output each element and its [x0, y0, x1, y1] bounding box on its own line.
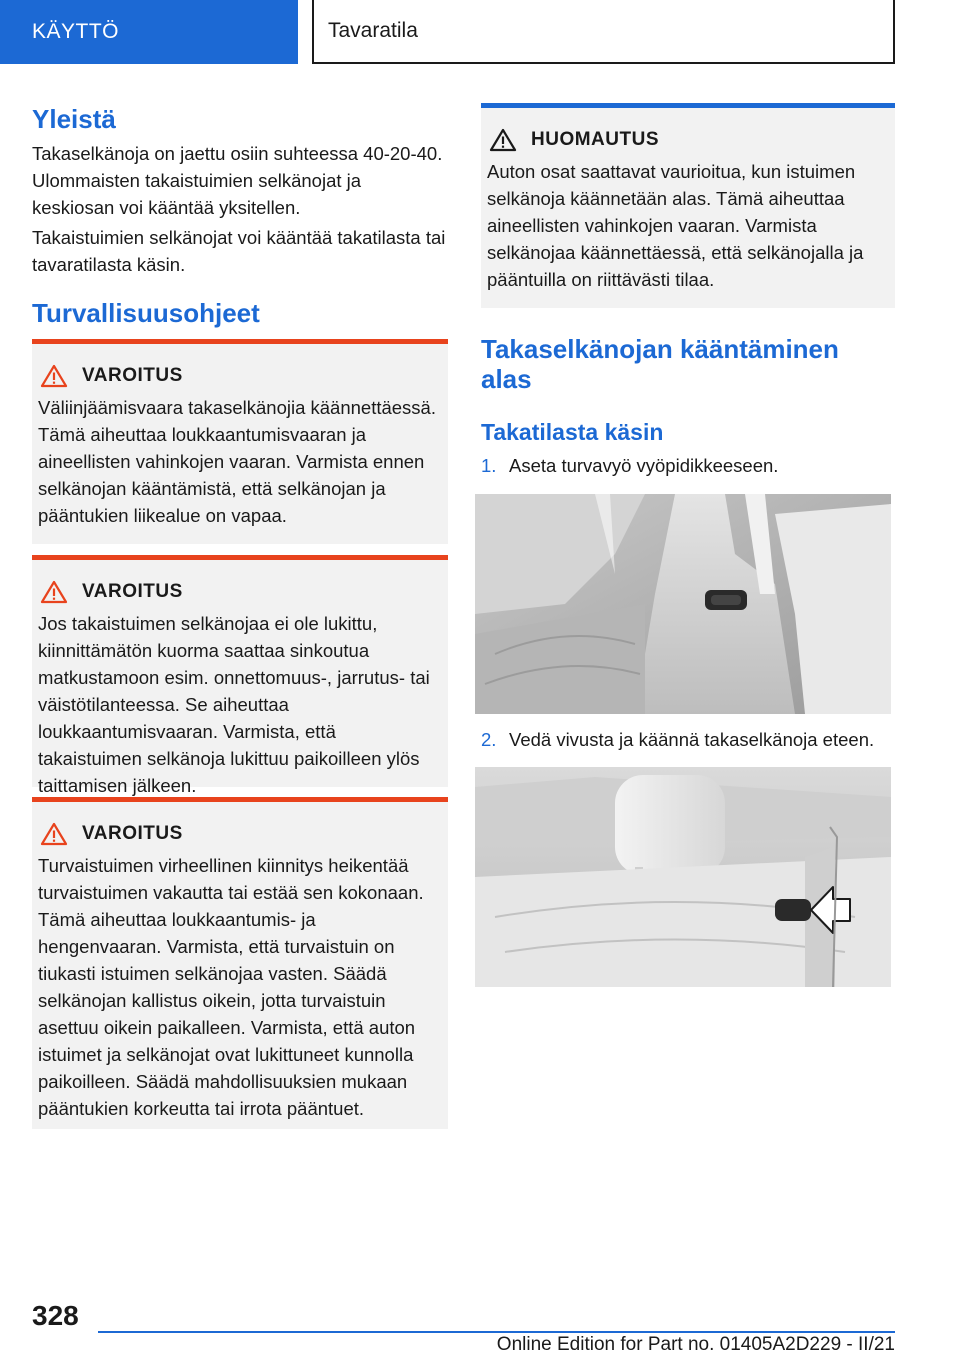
- notice-box: [481, 103, 895, 308]
- footer-divider: [98, 1331, 895, 1333]
- backrest-release-illustration: [475, 767, 891, 987]
- step-text: Vedä vivusta ja käännä takaselkänoja eteen.: [509, 729, 875, 750]
- warning-text: Väliinjäämisvaara takaselkänojia käännettäessä. Tämä aiheuttaa loukkaantumisvaaran ja aineellisten vahinkojen vaaran. Varmista ennen selkänojan kääntämistä, että selkänojan ja pääntukien liikealue on vapaa.: [38, 397, 436, 526]
- notice-title: HUOMAUTUS: [531, 129, 659, 150]
- notice-triangle-icon: [489, 128, 517, 152]
- general-paragraph-2: Takaistuimien selkänojat voi kääntää takatilasta tai tavaratilasta käsin.: [32, 227, 446, 275]
- warning-header: [38, 822, 438, 846]
- safety-heading: Turvallisuusohjeet: [32, 298, 260, 328]
- warning-title: VAROITUS: [82, 823, 183, 844]
- warning-header: [38, 364, 438, 388]
- chapter-header: [312, 0, 895, 64]
- section-tab[interactable]: [0, 0, 298, 64]
- warning-title: VAROITUS: [82, 581, 183, 602]
- notice-header: [487, 128, 885, 152]
- rear-heading: Takatilasta käsin: [481, 419, 664, 445]
- general-heading: Yleistä: [32, 104, 116, 134]
- warning-triangle-icon: [40, 580, 68, 604]
- warning-text: Turvaistuimen virheellinen kiinnitys heikentää turvaistuimen vakautta tai estää sen kokonaan. Tämä aiheuttaa loukkaantumis- ja hengenvaaran. Varmista, että turvaistuin on tiukasti istuimen selkänojaa vasten. Säädä selkänojan kallistus oikein, jotta turvaistuin asettuu oikein paikalleen. Varmista, että auton istuimet ja selkänojat ovat lukittuneet kunnolla paikoilleen. Säädä mahdollisuuksien mukaan pääntukien korkeutta tai irrota pääntuet.: [38, 855, 424, 1119]
- general-paragraph-1: Takaselkänoja on jaettu osiin suhteessa 40-20-40. Ulommaisten takaistuimien selkänojat ja keskiosan voi kääntää yksitellen.: [32, 143, 443, 218]
- seatbelt-holder-image: [475, 494, 891, 714]
- page-number: 328: [32, 1300, 79, 1331]
- notice-text: Auton osat saattavat vaurioitua, kun istuimen selkänoja käännetään alas. Tämä aiheuttaa aineellisten vahinkojen vaaran. Varmista selkänojaa käännettäessä, että selkänojalla ja pääntuilla on riittävästi tilaa.: [487, 161, 864, 290]
- warning-box-2: [32, 555, 448, 796]
- warning-triangle-icon: [40, 822, 68, 846]
- step-number: 1.: [481, 455, 497, 476]
- step-2: [481, 726, 895, 753]
- step-1: [481, 452, 895, 479]
- seatbelt-holder-illustration: [475, 494, 891, 714]
- step-text: Aseta turvavyö vyöpidikkeeseen.: [509, 455, 779, 476]
- warning-text: Jos takaistuimen selkänojaa ei ole lukittu, kiinnittämätön kuorma saattaa sinkoutua matkustamoon esim. onnettomuus-, jarrutus- tai väistötilanteessa. Se aiheuttaa loukkaantumisvaaran. Varmista, että takaistuimen selkänoja lukittuu paikoilleen ylös taittamisen jälkeen.: [38, 613, 430, 796]
- warning-title: VAROITUS: [82, 365, 183, 386]
- fold-heading: Takaselkänojan kääntäminen alas: [481, 334, 839, 394]
- step-number: 2.: [481, 729, 497, 750]
- chapter-label: Tavaratila: [328, 19, 418, 42]
- section-label: KÄYTTÖ: [32, 20, 120, 43]
- warning-header: [38, 580, 438, 604]
- edition-info: Online Edition for Part no. 01405A2D229 - II/21: [496, 1334, 895, 1355]
- warning-triangle-icon: [40, 364, 68, 388]
- warning-box-1: [32, 339, 448, 544]
- warning-box-3: [32, 797, 448, 1129]
- backrest-release-image: [475, 767, 891, 987]
